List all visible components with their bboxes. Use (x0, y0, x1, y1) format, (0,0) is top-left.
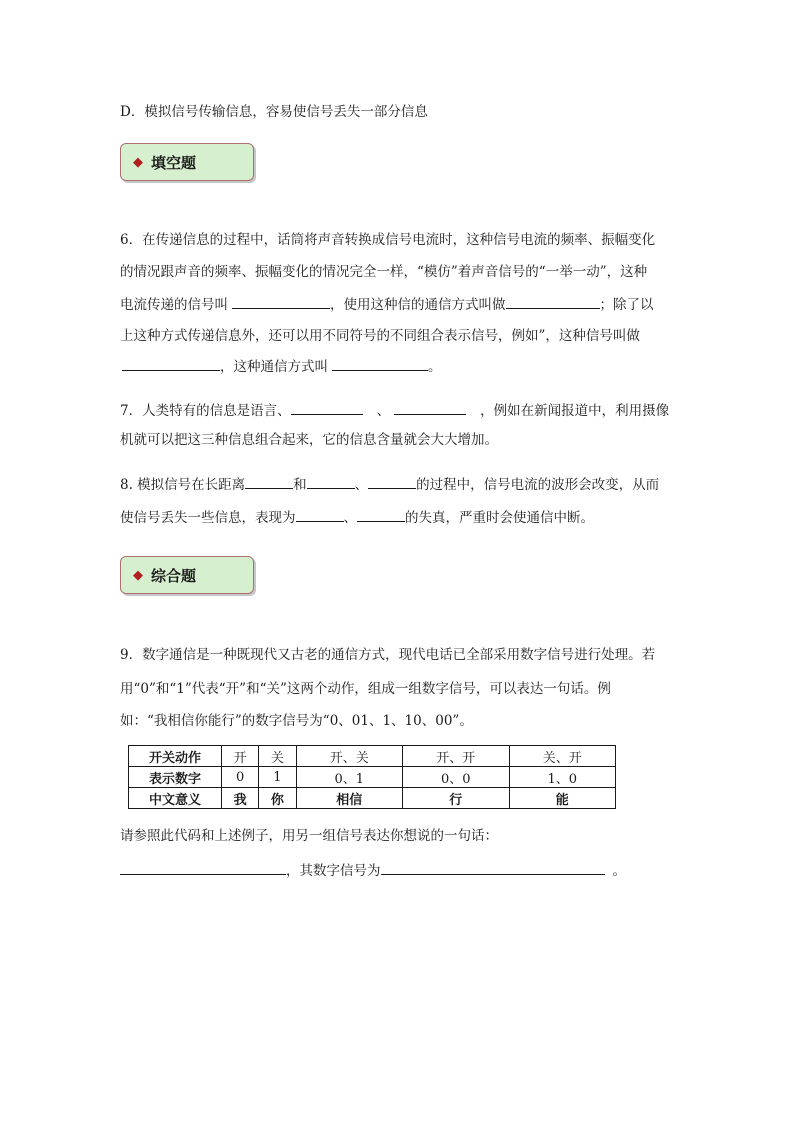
table-cell: 关、开 (509, 746, 616, 767)
answer-blank[interactable] (120, 860, 286, 875)
table-cell: 1、0 (509, 767, 616, 788)
code-table (128, 745, 616, 809)
table-cell: 关 (259, 746, 296, 767)
answer-blank[interactable] (332, 356, 428, 371)
q8-text: 、 (354, 477, 369, 493)
answer-blank[interactable] (357, 507, 405, 522)
q8-text: 、 (343, 510, 357, 526)
row-label: 开关动作 (129, 746, 222, 767)
answer-blank[interactable] (307, 474, 355, 489)
section-title: 填空题 (151, 153, 197, 172)
diamond-icon: ◆ (133, 567, 143, 583)
table-cell: 0 (222, 767, 259, 788)
q8-line-1 (120, 474, 659, 495)
table-cell: 行 (403, 788, 509, 809)
q9-line-2: 用“0”和“1”代表“开”和“关”这两个动作，组成一组数字信号，可以表达一句话。例 (120, 681, 611, 697)
section-header-fill-in (120, 143, 254, 181)
q9-line-1: 9．数字通信是一种既现代又古老的通信方式，现代电话已全部采用数字信号进行处理。若 (120, 647, 656, 663)
q8-text: 的失真，严重时会使通信中断。 (405, 510, 594, 526)
q9-text: ，其数字信号为 (286, 863, 381, 879)
table-cell: 开 (222, 746, 259, 767)
diamond-icon: ◆ (133, 154, 143, 170)
answer-blank[interactable] (506, 294, 600, 309)
q7-line-1 (120, 400, 669, 421)
answer-blank[interactable] (296, 507, 344, 522)
table-cell: 能 (509, 788, 616, 809)
table-cell: 我 (222, 788, 259, 809)
table-cell: 1 (259, 767, 296, 788)
answer-blank[interactable] (291, 400, 363, 415)
row-label: 表示数字 (129, 767, 222, 788)
q6-text: 电流传递的信号叫 (120, 297, 228, 313)
q9-after-2 (120, 860, 626, 881)
row-label: 中文意义 (129, 788, 222, 809)
q6-text: ，使用这种信的通信方式叫做 (330, 297, 506, 313)
section-title: 综合题 (151, 566, 197, 585)
table-cell: 开、开 (403, 746, 509, 767)
q8-text: 和 (293, 477, 307, 493)
section-header-comprehensive (120, 556, 254, 594)
q7-line-2: 机就可以把这三种信息组合起来，它的信息含量就会大大增加。 (120, 432, 498, 448)
q6-line-4: 上这种方式传递信息外，还可以用不同符号的不同组合表示信号，例如”，这种信号叫做 (120, 328, 640, 344)
q8-text: 的过程中，信号电流的波形会改变，从而 (416, 477, 660, 493)
q6-text: ；除了以 (599, 297, 654, 313)
answer-blank[interactable] (368, 474, 416, 489)
table-cell: 相信 (296, 788, 402, 809)
table-row (129, 746, 616, 767)
q7-text: 、 (376, 403, 391, 419)
q9-text: 。 (612, 863, 626, 879)
q9-line-3: 如：“我相信你能行”的数字信号为“0、01、1、10、00”。 (120, 713, 473, 729)
q6-line-1: 6．在传递信息的过程中，话筒将声音转换成信号电流时，这种信号电流的频率、振幅变化 (120, 232, 656, 248)
q8-line-2 (120, 507, 594, 528)
q5-option-d: D．模拟信号传输信息，容易使信号丢失一部分信息 (120, 104, 428, 120)
q6-text: ，这种通信方式叫 (220, 359, 328, 375)
answer-blank[interactable] (232, 294, 330, 309)
q6-line-2: 的情况跟声音的频率、振幅变化的情况完全一样，“模仿”着声音信号的“一举一动”，这种 (120, 264, 648, 280)
answer-blank[interactable] (245, 474, 293, 489)
table-cell: 0、1 (296, 767, 402, 788)
answer-blank[interactable] (122, 356, 220, 371)
q9-after-1: 请参照此代码和上述例子，用另一组信号表达你想说的一句话： (120, 828, 498, 844)
answer-blank[interactable] (394, 400, 466, 415)
q7-text: ，例如在新闻报道中，利用摄像 (480, 403, 670, 419)
table-cell: 0、0 (403, 767, 509, 788)
q7-text: 7．人类特有的信息是语言、 (120, 403, 291, 419)
q8-text: 使信号丢失一些信息，表现为 (120, 510, 296, 526)
q6-line-5 (120, 356, 442, 377)
table-row (129, 767, 616, 788)
table-cell: 开、关 (296, 746, 402, 767)
q6-line-3 (120, 294, 654, 315)
table-cell: 你 (259, 788, 296, 809)
q6-text: 。 (428, 359, 442, 375)
answer-blank[interactable] (381, 860, 605, 875)
q8-text: 8. 模拟信号在长距离 (120, 477, 246, 493)
table-row (129, 788, 616, 809)
